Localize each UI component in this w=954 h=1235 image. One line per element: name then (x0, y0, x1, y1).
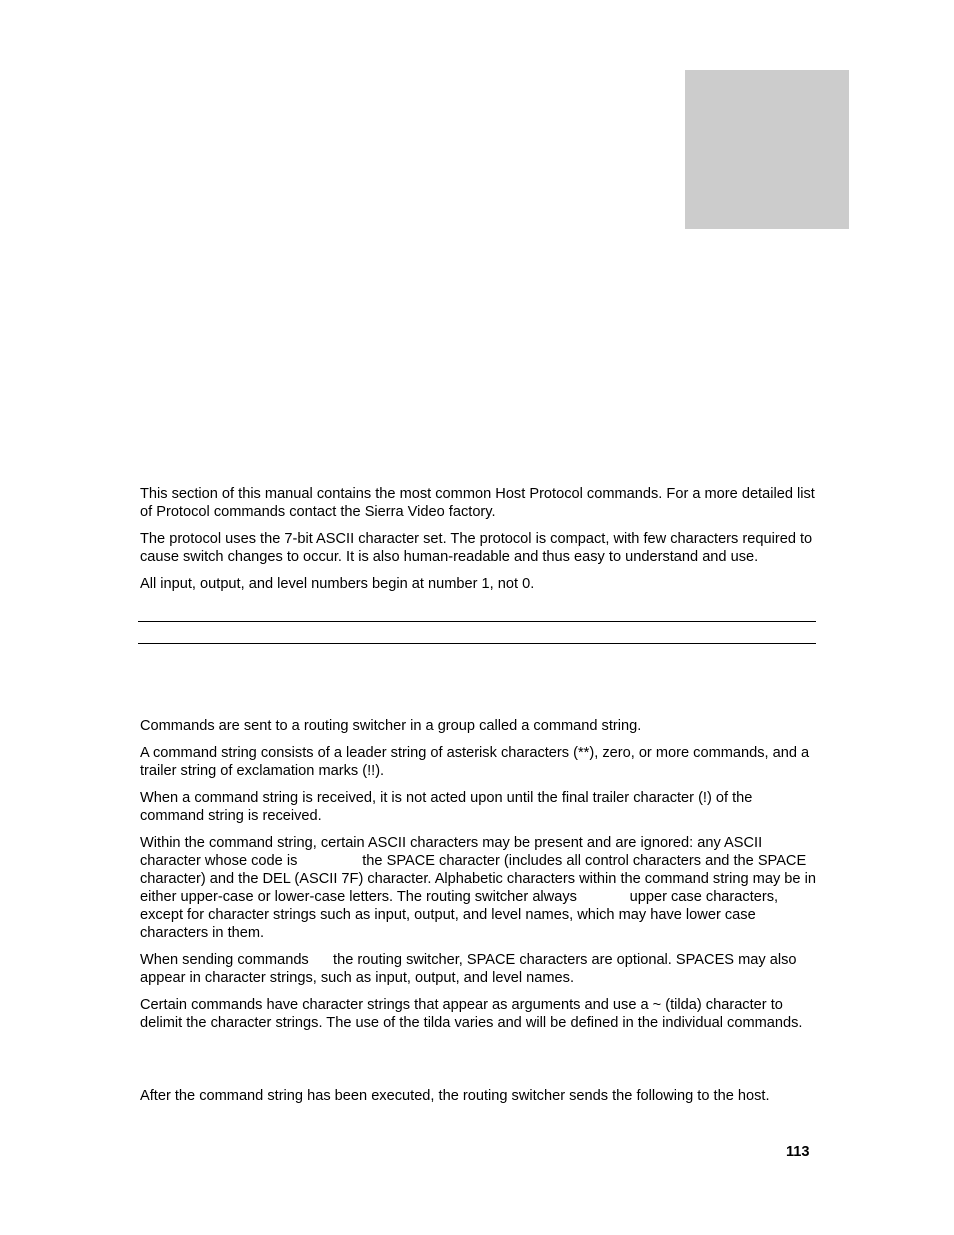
page-number: 113 (786, 1144, 810, 1160)
intro-section (140, 485, 816, 593)
response-paragraph-1: After the command string has been executed, the routing switcher sends the following to the host. (140, 1088, 770, 1104)
chapter-tab-box (685, 70, 849, 229)
commands-paragraph-5: When sending commands the routing switcher, SPACE characters are optional. SPACES may also appear in character strings, such as input, output, and level names. (140, 952, 801, 986)
intro-paragraph-2: The protocol uses the 7-bit ASCII character set. The protocol is compact, with few characters required to cause switch changes to occur. It is also human-readable and thus easy to understand and use. (140, 531, 813, 565)
response-section (140, 1087, 816, 1105)
intro-paragraph-1: This section of this manual contains the most common Host Protocol commands. For a more detailed list of Protocol commands contact the Sierra Video factory. (140, 486, 815, 520)
divider-bottom (138, 643, 816, 644)
commands-paragraph-1: Commands are sent to a routing switcher in a group called a command string. (140, 718, 642, 734)
divider-top (138, 621, 816, 622)
commands-paragraph-6: Certain commands have character strings that appear as arguments and use a ~ (tilda) character to delimit the character strings. The use of the tilda varies and will be defined in the individual commands. (140, 997, 803, 1031)
commands-paragraph-3: When a command string is received, it is not acted upon until the final trailer character (!) of the command string is received. (140, 790, 753, 824)
commands-paragraph-2: A command string consists of a leader string of asterisk characters (**), zero, or more commands, and a trailer string of exclamation marks (!!). (140, 745, 810, 779)
commands-paragraph-4: Within the command string, certain ASCII characters may be present and are ignored: any ASCII character whose code is the SPACE character (includes all control characters and the SPACE character) and the DEL (ASCII 7F) character. Alphabetic characters within the command string may be in either upper-case or lower-case letters. The routing switcher always upper case characters, except for character strings such as input, output, and level names, which may have lower case characters in them. (140, 835, 821, 941)
command-string-section (140, 717, 821, 1032)
intro-paragraph-3: All input, output, and level numbers begin at number 1, not 0. (140, 576, 535, 592)
